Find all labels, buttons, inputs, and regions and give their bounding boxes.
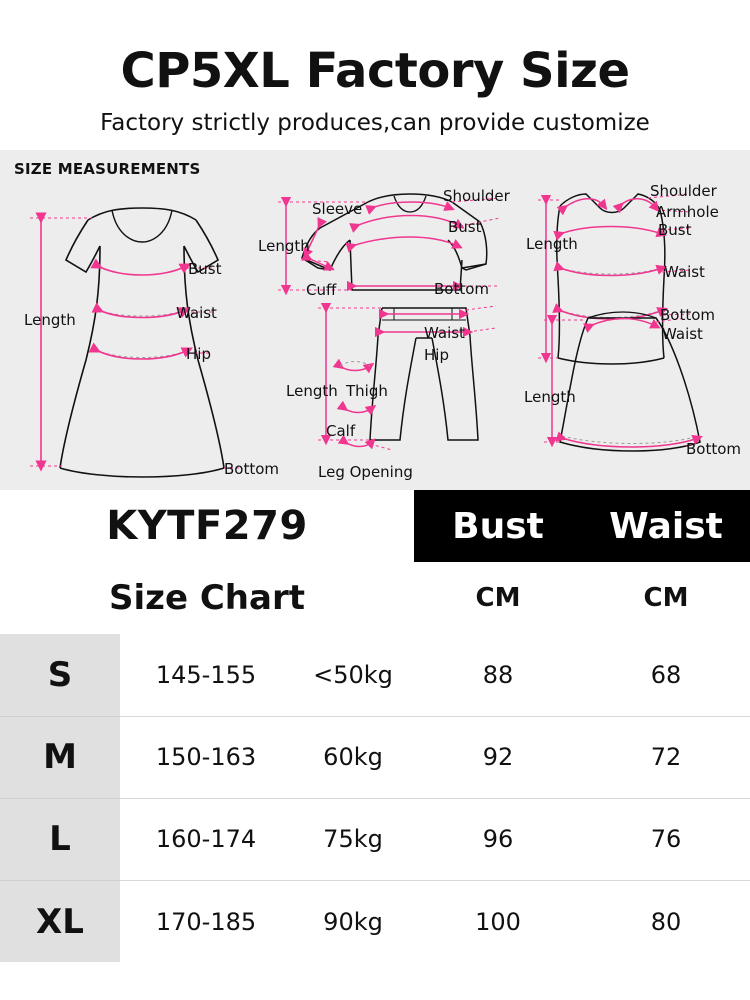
skirt-length-label: Length	[524, 388, 576, 407]
size-chart-label: Size Chart	[0, 562, 414, 634]
top-sleeve-label: Sleeve	[312, 200, 363, 219]
row-waist-m: 72	[582, 716, 750, 798]
row-height-xl: 170-185	[120, 880, 292, 962]
dress-bust-label: Bust	[188, 260, 222, 279]
dress-bottom-label: Bottom	[224, 460, 280, 479]
tank-armhole-label: Armhole	[656, 203, 719, 222]
table-row	[0, 716, 750, 798]
pants-leg-opening-label: Leg Opening	[318, 463, 413, 482]
top-shoulder-label: Shoulder	[443, 187, 510, 206]
tank-length-label: Length	[526, 235, 578, 254]
top-bust-label: Bust	[448, 218, 482, 237]
pants-waist-label: Waist	[424, 324, 465, 343]
dress-length-label: Length	[24, 311, 76, 330]
unit-bust: CM	[414, 562, 582, 634]
size-chart-table	[0, 490, 750, 962]
row-size-m: M	[0, 716, 120, 798]
row-weight-m: 60kg	[292, 716, 414, 798]
row-size-xl: XL	[0, 880, 120, 962]
tank-bust-label: Bust	[658, 221, 692, 240]
row-bust-m: 92	[414, 716, 582, 798]
row-weight-xl: 90kg	[292, 880, 414, 962]
top-cuff-label: Cuff	[306, 281, 337, 300]
page-subtitle: Factory strictly produces,can provide customize	[100, 110, 650, 137]
row-waist-xl: 80	[582, 880, 750, 962]
page-title: CP5XL Factory Size	[120, 43, 630, 99]
table-row	[0, 634, 750, 716]
table-row	[0, 798, 750, 880]
unit-waist: CM	[582, 562, 750, 634]
table-row	[0, 880, 750, 962]
page-header	[0, 0, 750, 136]
pants-calf-label: Calf	[326, 422, 356, 441]
top-bottom-label: Bottom	[434, 280, 490, 299]
dress-waist-label: Waist	[176, 304, 217, 323]
size-measurements-label: SIZE MEASUREMENTS	[14, 160, 201, 179]
pants-length-label: Length	[286, 382, 338, 401]
row-bust-xl: 100	[414, 880, 582, 962]
row-weight-l: 75kg	[292, 798, 414, 880]
tank-shoulder-label: Shoulder	[650, 182, 717, 201]
column-header-waist: Waist	[582, 490, 750, 562]
row-size-l: L	[0, 798, 120, 880]
tank-bottom-label: Bottom	[660, 306, 716, 325]
pants-hip-label: Hip	[424, 346, 449, 365]
row-bust-s: 88	[414, 634, 582, 716]
row-height-l: 160-174	[120, 798, 292, 880]
row-bust-l: 96	[414, 798, 582, 880]
row-height-m: 150-163	[120, 716, 292, 798]
column-header-bust: Bust	[414, 490, 582, 562]
tank-waist-label: Waist	[664, 263, 705, 282]
row-size-s: S	[0, 634, 120, 716]
skirt-bottom-label: Bottom	[686, 440, 742, 459]
measurement-diagram	[0, 150, 750, 490]
pants-thigh-label: Thigh	[346, 382, 388, 401]
row-weight-s: <50kg	[292, 634, 414, 716]
table-header-row-1	[0, 490, 750, 562]
row-waist-s: 68	[582, 634, 750, 716]
table-header-row-2	[0, 562, 750, 634]
row-height-s: 145-155	[120, 634, 292, 716]
dress-hip-label: Hip	[186, 345, 211, 364]
top-length-label: Length	[258, 237, 310, 256]
product-code: KYTF279	[0, 490, 414, 562]
row-waist-l: 76	[582, 798, 750, 880]
skirt-waist-label: Waist	[662, 325, 703, 344]
